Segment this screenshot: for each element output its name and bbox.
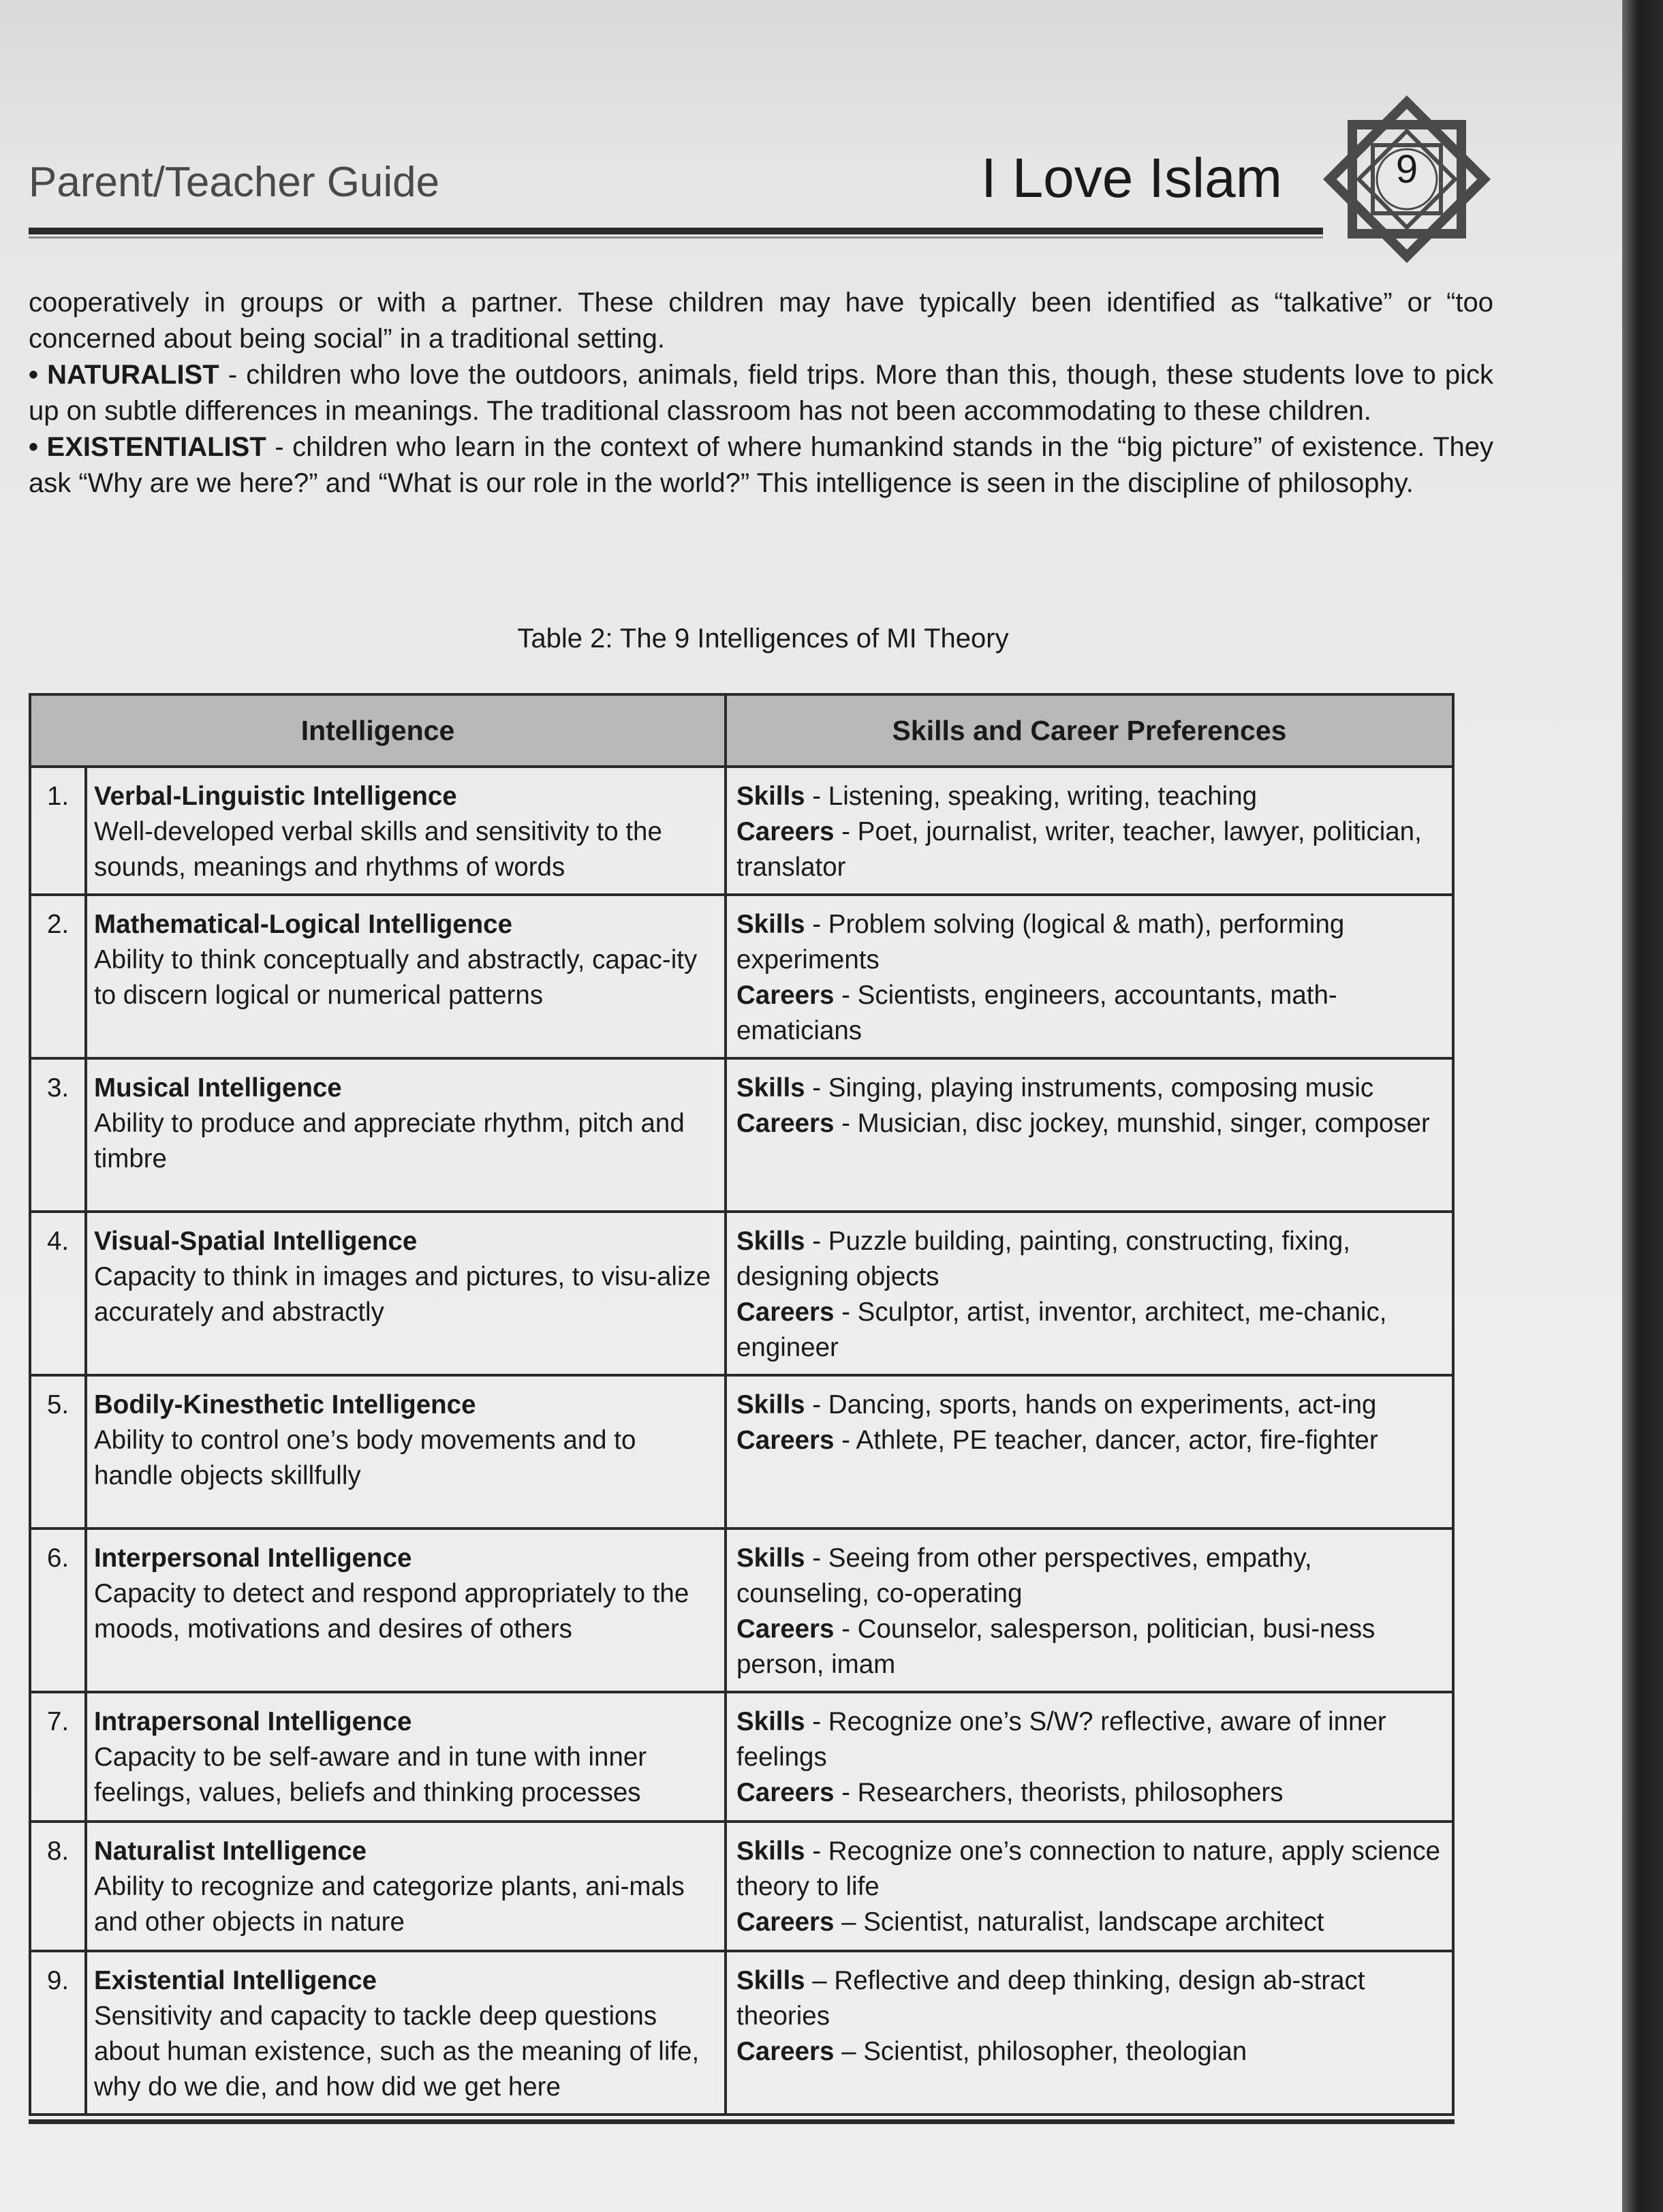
- skills-text: - Problem solving (logical & math), performing experiments: [736, 910, 1345, 974]
- intelligence-cell: [86, 1212, 726, 1375]
- intelligence-description: Capacity to be self-aware and in tune with inner feelings, values, beliefs and thinking processes: [94, 1742, 647, 1807]
- careers-text: - Poet, journalist, writer, teacher, lawyer, politician, translator: [736, 817, 1422, 882]
- careers-text: – Scientist, philosopher, theologian: [834, 2037, 1247, 2066]
- table-caption: Table 2: The 9 Intelligences of MI Theory: [517, 624, 1009, 654]
- skills-text: - Listening, speaking, writing, teaching: [805, 782, 1258, 811]
- intelligence-name: Interpersonal Intelligence: [94, 1543, 412, 1573]
- careers-line: [736, 1106, 1445, 1141]
- skills-text: - Recognize one’s connection to nature, apply science theory to life: [736, 1837, 1441, 1901]
- careers-line: [736, 1295, 1445, 1366]
- intelligence-name: Naturalist Intelligence: [94, 1837, 367, 1866]
- skills-text: - Recognize one’s S/W? reflective, aware of inner feelings: [736, 1707, 1386, 1772]
- table-row: [30, 895, 1453, 1058]
- table-row: [30, 1692, 1453, 1822]
- table-row: [30, 1951, 1453, 2115]
- careers-text: - Scientists, engineers, accountants, math-ematicians: [736, 981, 1337, 1045]
- table-row: [30, 1375, 1453, 1529]
- skills-line: [736, 1071, 1445, 1106]
- skills-label: Skills: [736, 1543, 805, 1573]
- intelligence-description: Ability to recognize and categorize plants, ani-mals and other objects in nature: [94, 1872, 685, 1937]
- skills-text: - Singing, playing instruments, composing music: [805, 1073, 1374, 1103]
- careers-line: [736, 1905, 1445, 1940]
- skills-careers-cell: [726, 1375, 1453, 1529]
- footer-rule: [29, 2119, 1455, 2124]
- careers-text: - Athlete, PE teacher, dancer, actor, fire-fighter: [834, 1426, 1378, 1455]
- careers-label: Careers: [736, 1778, 835, 1807]
- intelligence-description: Well-developed verbal skills and sensitivity to the sounds, meanings and rhythms of words: [94, 817, 662, 882]
- row-number: 9.: [30, 1951, 86, 2115]
- row-number: 5.: [30, 1375, 86, 1529]
- table-row: [30, 767, 1453, 895]
- intelligence-description: Ability to produce and appreciate rhythm, pitch and timbre: [94, 1109, 685, 1173]
- intelligence-description: Capacity to detect and respond appropriately to the moods, motivations and desires of others: [94, 1579, 689, 1644]
- row-number: 4.: [30, 1212, 86, 1375]
- careers-label: Careers: [736, 817, 835, 846]
- skills-label: Skills: [736, 1073, 805, 1103]
- intelligence-name: Bodily-Kinesthetic Intelligence: [94, 1390, 476, 1419]
- row-number: 1.: [30, 767, 86, 895]
- skills-line: [736, 1704, 1445, 1775]
- skills-label: Skills: [736, 1966, 805, 1995]
- intelligence-description: Capacity to think in images and pictures, to visu-alize accurately and abstractly: [94, 1262, 711, 1327]
- intelligence-name: Intrapersonal Intelligence: [94, 1707, 412, 1736]
- intelligence-cell: [86, 1529, 726, 1692]
- skills-label: Skills: [736, 910, 805, 939]
- skills-text: - Dancing, sports, hands on experiments, act-ing: [805, 1390, 1377, 1419]
- intelligence-cell: [86, 1375, 726, 1529]
- intelligence-description: Sensitivity and capacity to tackle deep questions about human existence, such as the meaning of life, why do we die, and how did we get here: [94, 2001, 700, 2102]
- skills-careers-cell: [726, 767, 1453, 895]
- skills-text: - Seeing from other perspectives, empathy, counseling, co-operating: [736, 1543, 1312, 1608]
- skills-label: Skills: [736, 1837, 805, 1866]
- table-header-row: [30, 694, 1453, 767]
- intelligence-cell: [86, 1058, 726, 1212]
- intelligence-cell: [86, 1692, 726, 1822]
- careers-line: [736, 814, 1445, 885]
- intelligence-name: Mathematical-Logical Intelligence: [94, 910, 513, 939]
- careers-label: Careers: [736, 2037, 835, 2066]
- row-number: 7.: [30, 1692, 86, 1822]
- row-number: 3.: [30, 1058, 86, 1212]
- intelligence-name: Visual-Spatial Intelligence: [94, 1227, 418, 1256]
- table-row: [30, 1529, 1453, 1692]
- skills-text: - Puzzle building, painting, constructing, fixing, designing objects: [736, 1227, 1350, 1291]
- careers-text: - Counselor, salesperson, politician, busi-ness person, imam: [736, 1614, 1376, 1679]
- book-spine-edge: [1622, 0, 1663, 2212]
- skills-label: Skills: [736, 1227, 805, 1256]
- intelligence-name: Existential Intelligence: [94, 1966, 377, 1995]
- intelligence-cell: [86, 1951, 726, 2115]
- skills-careers-cell: [726, 895, 1453, 1058]
- header-rule-thin: [29, 236, 1323, 239]
- careers-line: [736, 978, 1445, 1049]
- careers-text: - Sculptor, artist, inventor, architect, me-chanic, engineer: [736, 1297, 1387, 1362]
- table-row: [30, 1822, 1453, 1951]
- skills-careers-cell: [726, 1058, 1453, 1212]
- header-rule: [29, 228, 1323, 234]
- header-book-title: I Love Islam: [981, 147, 1283, 209]
- skills-text: – Reflective and deep thinking, design ab-stract theories: [736, 1966, 1365, 2031]
- careers-label: Careers: [736, 1426, 835, 1455]
- skills-line: [736, 907, 1445, 978]
- table-body: [30, 767, 1453, 2115]
- skills-label: Skills: [736, 782, 805, 811]
- careers-line: [736, 1423, 1445, 1458]
- skills-careers-cell: [726, 1692, 1453, 1822]
- careers-label: Careers: [736, 1297, 835, 1327]
- intelligence-cell: [86, 767, 726, 895]
- skills-label: Skills: [736, 1390, 805, 1419]
- row-number: 8.: [30, 1822, 86, 1951]
- intelligence-name: Verbal-Linguistic Intelligence: [94, 782, 457, 811]
- careers-line: [736, 1612, 1445, 1683]
- careers-label: Careers: [736, 1614, 835, 1644]
- row-number: 2.: [30, 895, 86, 1058]
- careers-line: [736, 1775, 1445, 1811]
- careers-label: Careers: [736, 1907, 835, 1937]
- skills-line: [736, 1387, 1445, 1423]
- skills-label: Skills: [736, 1707, 805, 1736]
- skills-line: [736, 1224, 1445, 1295]
- intelligences-table: [29, 693, 1455, 2116]
- naturalist-paragraph: [29, 357, 1493, 429]
- intro-text: [29, 285, 1493, 502]
- page-number: 9: [1395, 147, 1418, 191]
- table-row: [30, 1058, 1453, 1212]
- intelligence-name: Musical Intelligence: [94, 1073, 342, 1103]
- naturalist-label: • NATURALIST: [29, 360, 219, 390]
- skills-careers-cell: [726, 1529, 1453, 1692]
- intelligence-description: Ability to think conceptually and abstractly, capac-ity to discern logical or numerical patterns: [94, 945, 698, 1010]
- intelligence-cell: [86, 1822, 726, 1951]
- skills-line: [736, 1963, 1445, 2034]
- careers-label: Careers: [736, 1109, 835, 1138]
- careers-text: - Researchers, theorists, philosophers: [834, 1778, 1284, 1807]
- skills-line: [736, 1541, 1445, 1612]
- skills-line: [736, 1834, 1445, 1905]
- table-row: [30, 1212, 1453, 1375]
- careers-text: – Scientist, naturalist, landscape architect: [834, 1907, 1324, 1937]
- existentialist-paragraph: [29, 429, 1493, 502]
- skills-careers-cell: [726, 1212, 1453, 1375]
- column-header-intelligence: Intelligence: [30, 694, 726, 767]
- column-header-skills: Skills and Career Preferences: [726, 694, 1453, 767]
- naturalist-text: - children who love the outdoors, animals, field trips. More than this, though, these students love to pick up on subtle differences in meanings. The traditional classroom has not been accommodating to these children.: [29, 360, 1493, 426]
- intelligence-cell: [86, 895, 726, 1058]
- skills-line: [736, 779, 1445, 814]
- careers-line: [736, 2034, 1445, 2070]
- intro-paragraph: cooperatively in groups or with a partner. These children may have typically been identified as “talkative” or “too concerned about being social” in a traditional setting.: [29, 288, 1493, 354]
- careers-label: Careers: [736, 981, 835, 1010]
- skills-careers-cell: [726, 1951, 1453, 2115]
- intelligence-description: Ability to control one’s body movements and to handle objects skillfully: [94, 1426, 636, 1490]
- existentialist-label: • EXISTENTIALIST: [29, 432, 266, 462]
- header-guide-title: Parent/Teacher Guide: [29, 159, 440, 206]
- skills-careers-cell: [726, 1822, 1453, 1951]
- careers-text: - Musician, disc jockey, munshid, singer, composer: [834, 1109, 1430, 1138]
- row-number: 6.: [30, 1529, 86, 1692]
- existentialist-text: - children who learn in the context of where humankind stands in the “big picture” of existence. They ask “Why are we here?” and “What is our role in the world?” This intelligence is seen in the discipline of philosophy.: [29, 432, 1493, 498]
